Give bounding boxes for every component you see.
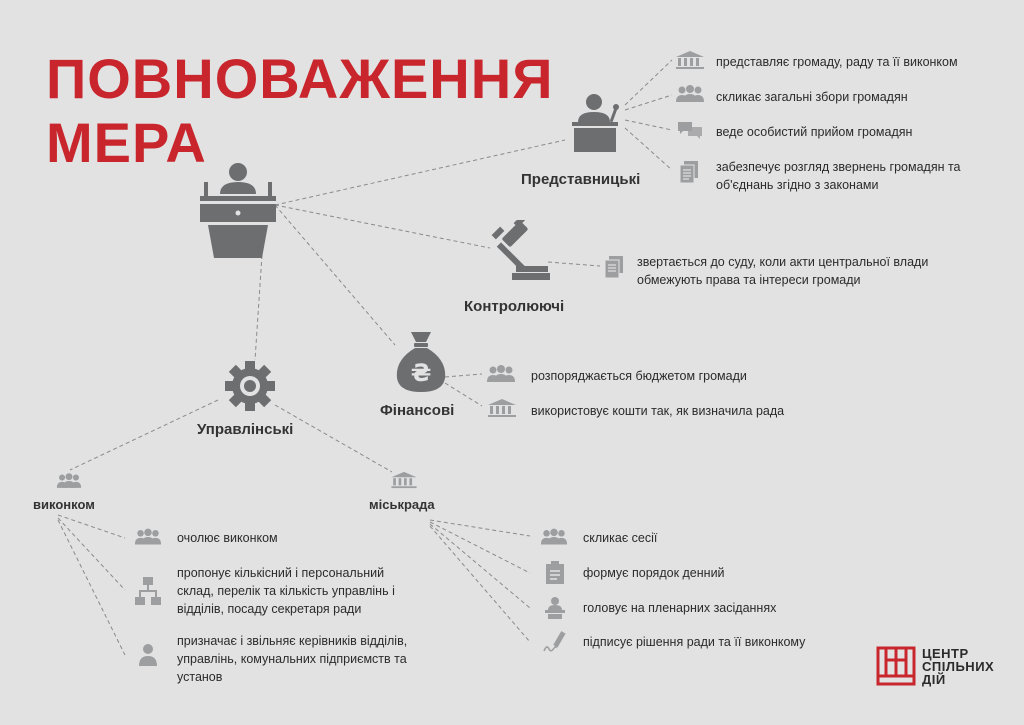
category-financial: Фінансові <box>380 402 455 419</box>
signature-pen-icon <box>543 630 569 654</box>
logo-line-3: ДІЙ <box>922 672 946 687</box>
speaker-podium-icon <box>566 92 626 154</box>
controlling-item-1: звертається до суду, коли акти центральної влади обмежують права та інтереси громади <box>637 255 929 287</box>
government-building-icon <box>675 50 705 70</box>
representative-item-2: скликає загальні збори громадян <box>716 90 908 104</box>
svg-text:₴: ₴ <box>410 359 432 387</box>
chairperson-icon <box>543 596 567 620</box>
executive-item-3: призначає і звільняє керівників відділів, управлінь, комунальних підприємств та установ <box>177 634 408 684</box>
council-item-4: підписує рішення ради та її виконкому <box>583 635 806 649</box>
representative-item-1: представляє громаду, раду та її виконком <box>716 55 958 69</box>
gavel-icon <box>488 220 550 282</box>
category-management: Управлінські <box>197 421 294 438</box>
category-controlling: Контролюючі <box>464 298 565 315</box>
center-logo-icon <box>876 646 916 686</box>
documents-icon <box>603 255 625 279</box>
representative-item-4: забезпечує розгляд звернень громадян та об'єднань згідно з законами <box>716 160 961 192</box>
gear-icon <box>224 360 276 412</box>
council-item-3: головує на пленарних засіданнях <box>583 601 777 615</box>
documents-icon <box>678 160 700 184</box>
category-council: міськрада <box>369 497 435 512</box>
people-group-icon <box>134 527 162 547</box>
center-logo-text <box>922 647 994 686</box>
council-item-2: формує порядок денний <box>583 566 725 580</box>
people-group-icon <box>486 364 516 384</box>
executive-item-2: пропонує кількісний і персональний склад, перелік та кількість управлінь і відділів, посаду секретаря ради <box>177 566 395 616</box>
org-chart-icon <box>134 576 162 606</box>
category-executive: виконком <box>33 497 95 512</box>
government-building-icon <box>487 398 517 418</box>
logo-line-1: ЦЕНТР <box>922 646 969 661</box>
government-building-icon <box>390 471 418 489</box>
category-representative: Представницькі <box>521 171 641 188</box>
financial-item-1: розпоряджається бюджетом громади <box>531 369 747 383</box>
mayor-podium-icon <box>198 160 278 260</box>
people-group-icon <box>540 527 568 547</box>
council-item-1: скликає сесії <box>583 531 658 545</box>
logo-line-2: СПІЛЬНИХ <box>922 659 995 674</box>
money-bag-icon <box>393 330 449 394</box>
clipboard-checklist-icon <box>545 561 565 585</box>
representative-item-3: веде особистий прийом громадян <box>716 125 913 139</box>
people-group-icon <box>675 84 705 104</box>
people-group-icon <box>56 472 82 490</box>
person-icon <box>138 643 158 667</box>
title-line-1: ПОВНОВАЖЕННЯ <box>46 47 554 110</box>
page-title <box>46 47 554 174</box>
executive-item-1: очолює виконком <box>177 531 278 545</box>
financial-item-2: використовує кошти так, як визначила рада <box>531 404 785 418</box>
chat-bubbles-icon <box>677 120 703 140</box>
title-line-2: МЕРА <box>46 111 207 174</box>
